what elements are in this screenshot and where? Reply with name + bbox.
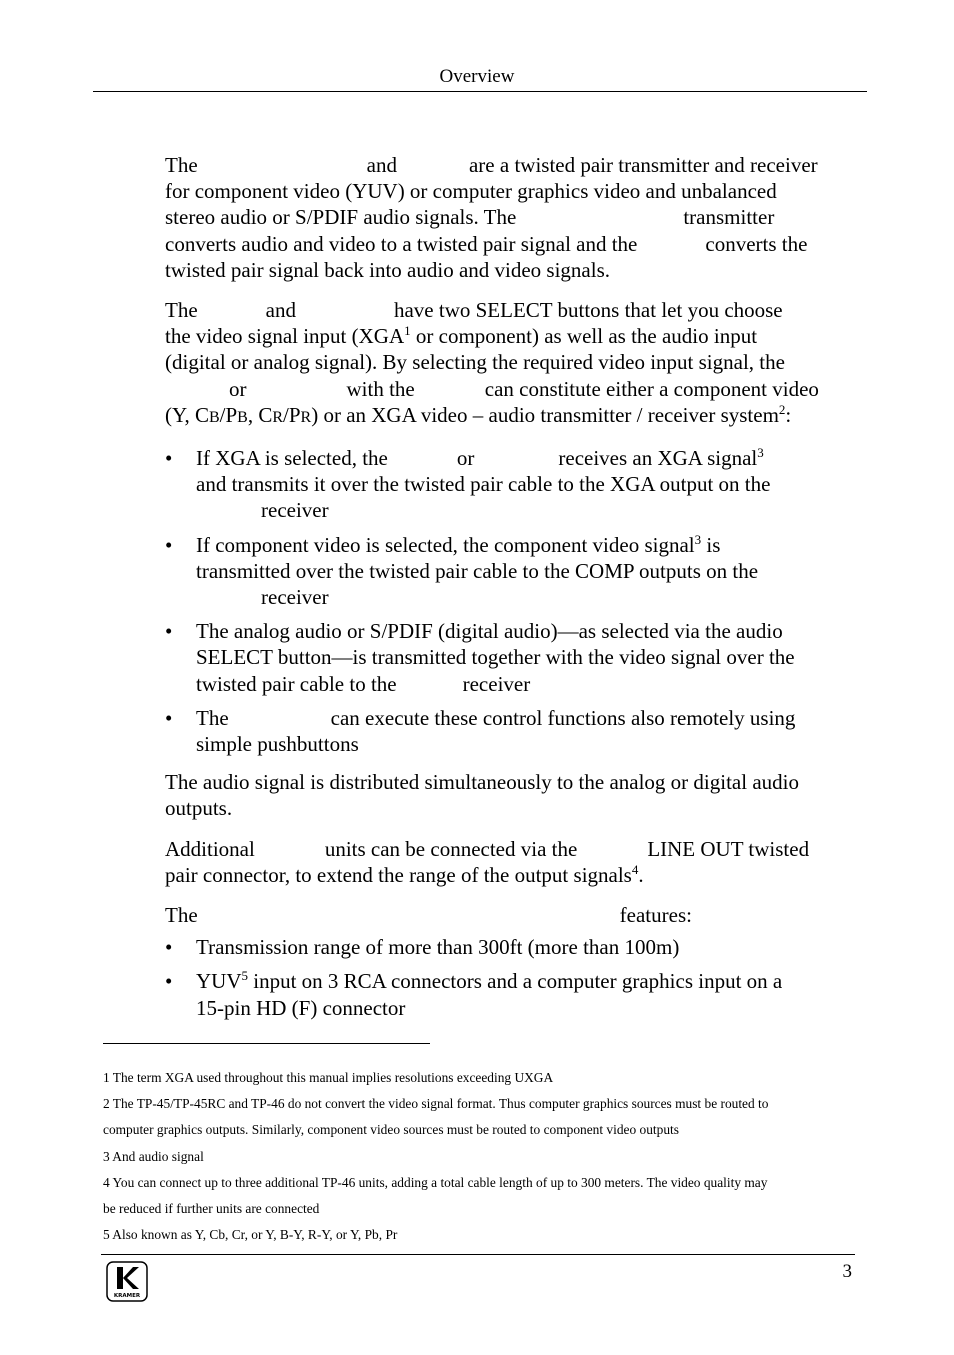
p1-text: are a twisted pair transmitter and receiver	[468, 153, 818, 177]
p1-text: converts the	[705, 231, 808, 256]
p1-text: stereo audio or S/PDIF audio signals. The	[165, 205, 517, 230]
p2-text: the video signal input (XGA	[165, 324, 405, 349]
body-text	[165, 152, 865, 1033]
paragraph-audio: The audio signal is distributed simultaneously to the analog or digital audio outputs.	[165, 770, 799, 821]
signal-bullet-list	[165, 445, 865, 757]
bullet-icon: •	[165, 705, 173, 730]
bullet-text: receiver	[261, 585, 329, 610]
p2-text: (Y, C	[165, 402, 209, 427]
footnote: computer graphics outputs. Similarly, component video sources must be routed to component video outputs	[103, 1122, 679, 1138]
bullet-text: twisted pair cable to the	[196, 671, 397, 696]
p2-text: , C	[247, 402, 273, 427]
footnote-ref: 5	[241, 968, 248, 984]
bullet-icon: •	[165, 619, 173, 644]
paragraph-select-buttons	[165, 297, 865, 431]
bullet-text: The analog audio or S/PDIF (digital audio)—as selected via the audio	[196, 619, 783, 644]
bullet-text: and transmits it over the twisted pair cable to the XGA output on the	[196, 472, 771, 497]
bullet-text: can execute these control functions also remotely using	[330, 705, 796, 730]
footnotes	[103, 1065, 863, 1248]
paragraph-intro	[165, 152, 865, 283]
bullet-text: SELECT button—is transmitted together with the video signal over the	[196, 645, 795, 670]
bullet-icon: •	[165, 446, 173, 471]
footnote-ref: 1	[404, 323, 411, 339]
bullet-text: transmitted over the twisted pair cable to the COMP outputs on the	[196, 558, 759, 583]
p2-text: or component) as well as the audio input	[410, 324, 758, 349]
p1-text: twisted pair signal back into audio and video signals.	[165, 257, 610, 282]
p2-text: R	[300, 408, 312, 426]
list-item	[165, 532, 865, 611]
p1-text: and	[366, 153, 397, 177]
p5-text: The	[165, 903, 198, 928]
bullet-text: Transmission range of more than 300ft (more than 100m)	[196, 935, 680, 960]
list-item	[165, 618, 865, 697]
p4-text: pair connector, to extend the range of the output signals	[165, 862, 632, 887]
kramer-logo	[106, 1261, 148, 1302]
p2-text: /P	[219, 402, 238, 427]
paragraph-additional-units	[165, 836, 865, 888]
footer-rule	[101, 1254, 855, 1255]
list-item	[165, 968, 865, 1020]
p2-text: ) or an XGA video – audio transmitter / receiver system	[311, 402, 779, 427]
p4-text: LINE OUT twisted	[647, 836, 810, 861]
footnote-ref: 3	[757, 445, 764, 461]
bullet-icon: •	[165, 532, 173, 557]
p5-text: features:	[619, 903, 692, 928]
footnote: be reduced if further units are connected	[103, 1201, 320, 1217]
footnote-rule	[103, 1043, 430, 1044]
list-item	[165, 934, 865, 960]
logo-text: KRAMER	[113, 1293, 141, 1299]
footnote: 5 Also known as Y, Cb, Cr, or Y, B-Y, R-Y, or Y, Pb, Pr	[103, 1227, 398, 1243]
p2-text: B	[208, 408, 220, 426]
running-header: Overview	[439, 66, 515, 87]
p2-text: (digital or analog signal). By selecting the required video input signal, the	[165, 350, 785, 375]
p1-text: The	[165, 153, 198, 177]
p2-text: with the	[346, 376, 415, 401]
p1-text: transmitter	[683, 205, 775, 230]
p1-text: for component video (YUV) or computer graphics video and unbalanced	[165, 179, 777, 204]
p2-text: or	[229, 376, 247, 401]
footnote-ref: 3	[694, 531, 702, 547]
bullet-text: simple pushbuttons	[196, 732, 359, 757]
p1-text: converts audio and video to a twisted pair signal and the	[165, 231, 638, 256]
header-rule	[93, 91, 867, 92]
bullet-text: or	[456, 446, 475, 471]
bullet-text: receives an XGA signal	[558, 446, 758, 471]
footnote-ref: 2	[778, 401, 786, 417]
paragraph-features	[165, 902, 865, 928]
p4-text: .	[638, 862, 644, 887]
bullet-text: YUV	[196, 969, 242, 994]
p2-text: /P	[283, 402, 301, 427]
bullet-text: receiver	[462, 671, 531, 696]
bullet-text: is	[701, 532, 721, 557]
p2-text: B	[237, 408, 248, 426]
footnote: 4 You can connect up to three additional TP-46 units, adding a total cable length of up to 300 meters. The video quality may	[103, 1174, 768, 1190]
footnote: 2 The TP-45/TP-45RC and TP-46 do not convert the video signal format. Thus computer graphics sources must be routed to	[103, 1096, 769, 1112]
list-item	[165, 705, 865, 757]
bullet-icon: •	[165, 969, 173, 994]
bullet-text: If component video is selected, the component video signal	[196, 532, 695, 557]
bullet-text: If XGA is selected, the	[196, 446, 388, 471]
p4-text: Additional	[165, 836, 255, 861]
bullet-icon: •	[165, 935, 173, 960]
bullet-text: 15-pin HD (F) connector	[196, 995, 406, 1020]
footnote-ref: 4	[631, 861, 639, 877]
features-bullet-list	[165, 934, 865, 1021]
page-number: 3	[842, 1261, 852, 1282]
bullet-text: input on 3 RCA connectors and a computer graphics input on a	[248, 969, 783, 994]
list-item	[165, 445, 865, 524]
p4-text: units can be connected via the	[324, 836, 578, 861]
footnote: 1 The term XGA used throughout this manual implies resolutions exceeding UXGA	[103, 1070, 554, 1085]
p2-text: R	[272, 408, 284, 426]
bullet-text: receiver	[261, 498, 329, 523]
p2-text: can constitute either a component video	[484, 376, 819, 401]
p2-text: :	[785, 402, 792, 427]
p2-text: and	[265, 298, 296, 323]
footnote: 3 And audio signal	[103, 1148, 204, 1164]
p2-text: have two SELECT buttons that let you choose	[393, 298, 783, 323]
p2-text: The	[165, 298, 198, 323]
bullet-text: The	[196, 705, 229, 730]
